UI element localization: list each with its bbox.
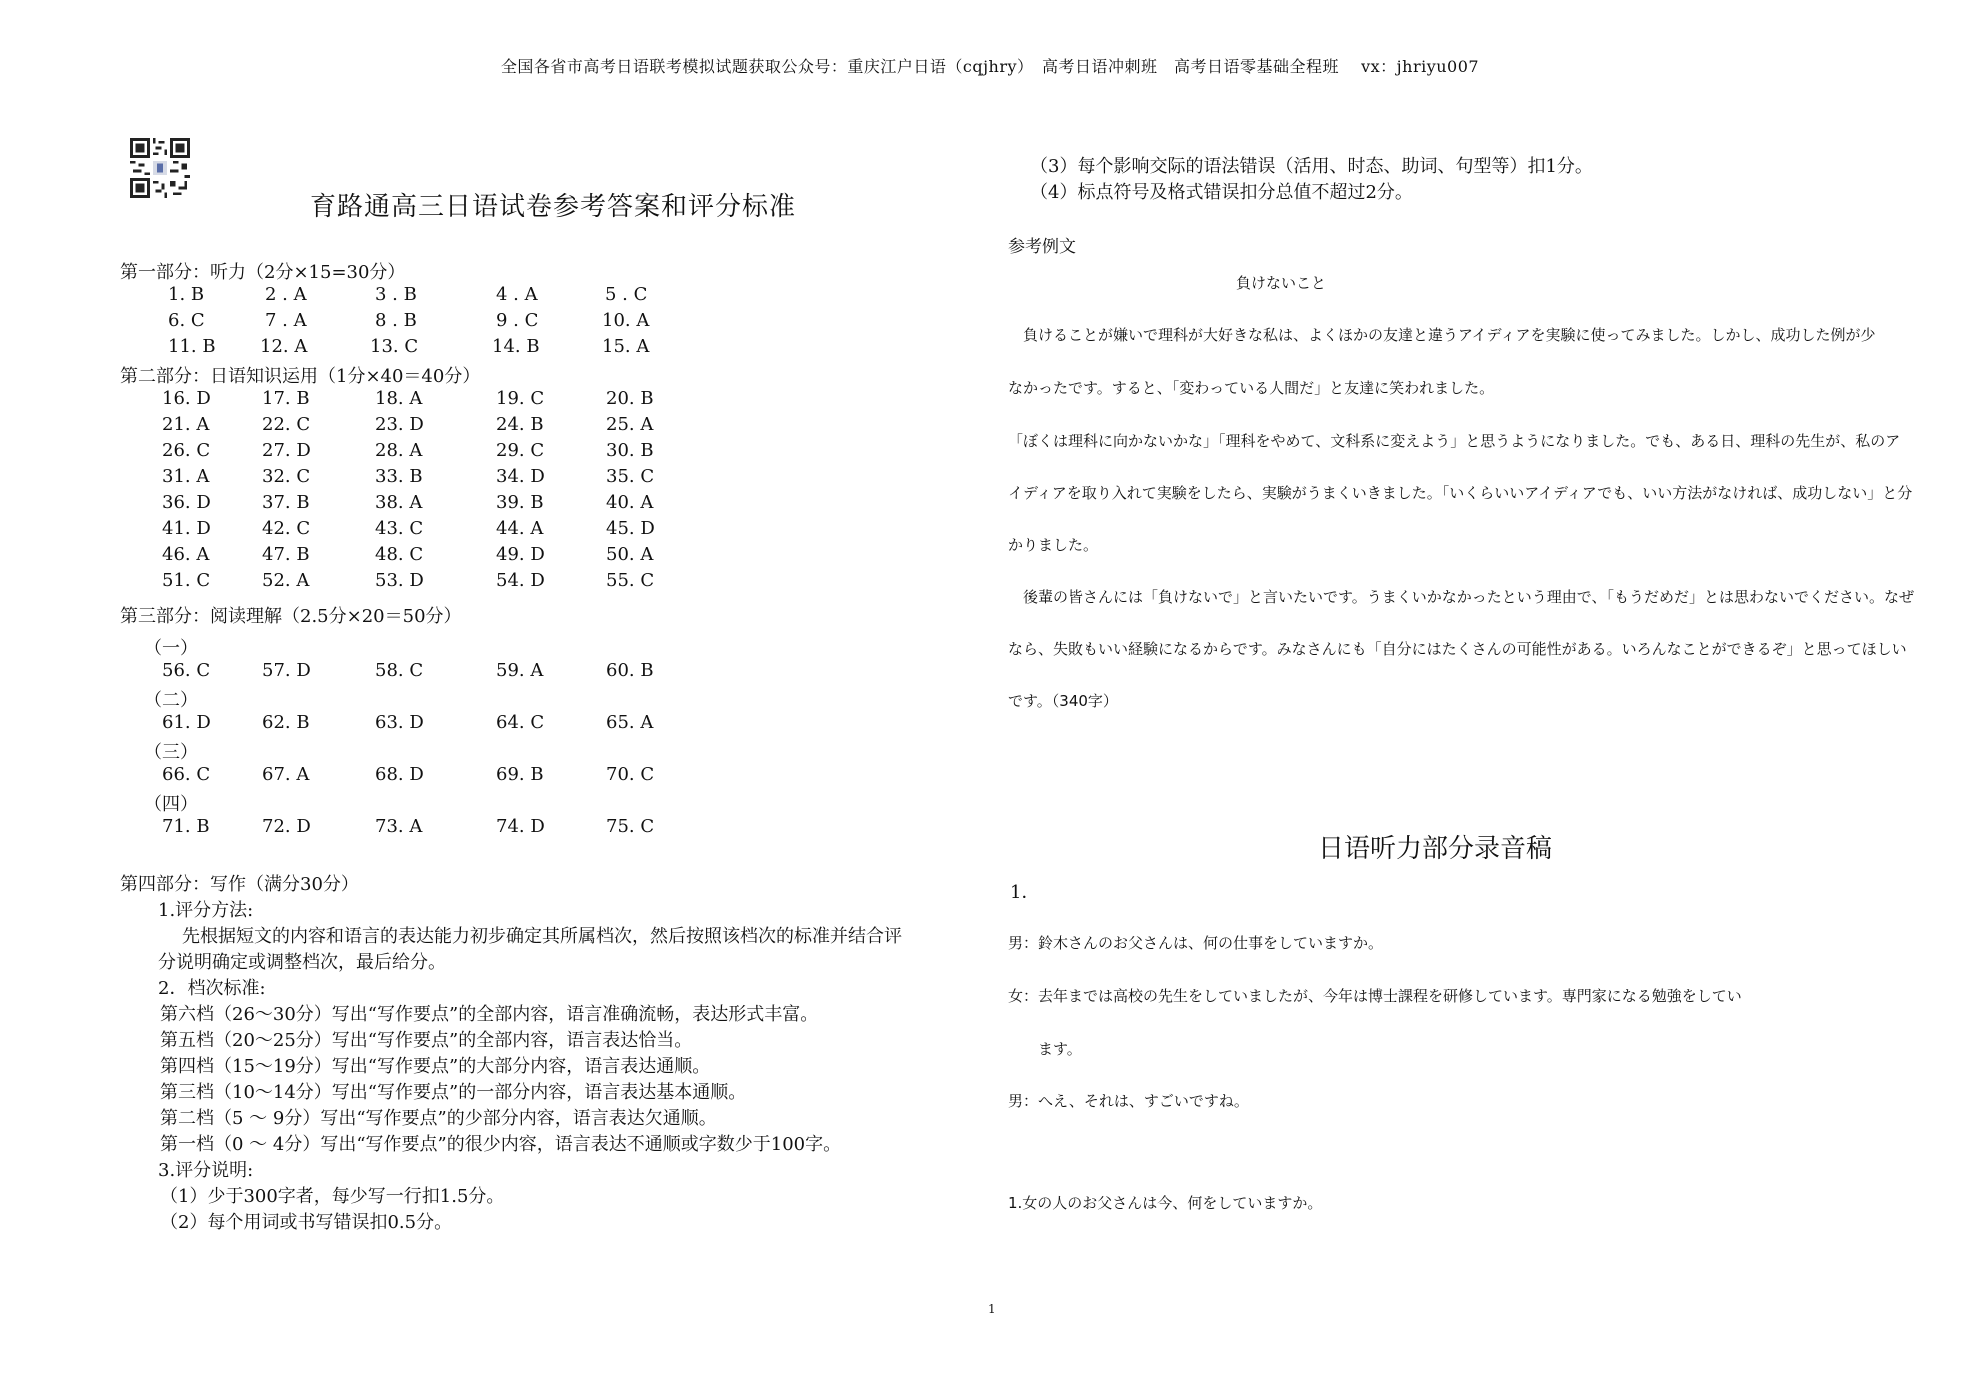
- answer-item: 74. D: [496, 816, 545, 837]
- answer-item: 62. B: [262, 712, 310, 733]
- answer-item: 52. A: [262, 570, 310, 591]
- answer-row: [0, 712, 900, 738]
- answer-item: 40. A: [606, 492, 654, 513]
- answer-item: 15. A: [602, 336, 650, 357]
- qr-code-icon: [130, 138, 190, 198]
- answer-item: 24. B: [496, 414, 544, 435]
- answer-row: [0, 660, 900, 686]
- answer-item: 17. B: [262, 388, 310, 409]
- answer-item: 57. D: [262, 660, 311, 681]
- answer-item: 69. B: [496, 764, 544, 785]
- method-text-line2: 分说明确定或调整档次，最后给分。: [158, 952, 446, 973]
- notes-label: 3.评分说明:: [158, 1160, 254, 1181]
- answer-item: 22. C: [262, 414, 311, 435]
- answer-item: 56. C: [162, 660, 211, 681]
- answer-item: 10. A: [602, 310, 650, 331]
- answer-item: 2 . A: [265, 284, 307, 305]
- essay-line: なかったです。すると、「変わっている人間だ」と友達に笑われました。: [1008, 379, 1495, 397]
- answer-item: 48. C: [375, 544, 424, 565]
- answer-item: 72. D: [262, 816, 311, 837]
- sample-essay-label: 参考例文: [1008, 237, 1076, 257]
- answer-item: 41. D: [162, 518, 211, 539]
- answer-item: 6. C: [168, 310, 205, 331]
- answer-item: 47. B: [262, 544, 310, 565]
- group-label: （四）: [144, 794, 198, 815]
- group-label: （一）: [144, 638, 198, 659]
- answer-item: 43. C: [375, 518, 424, 539]
- answer-item: 3 . B: [375, 284, 417, 305]
- level-item: 第五档（20～25分）写出“写作要点”的全部内容，语言表达恰当。: [160, 1030, 693, 1051]
- answer-item: 65. A: [606, 712, 654, 733]
- essay-line: なら、失敗もいい経験になるからです。みなさんにも「自分にはたくさんの可能性がある。いろんなことができるぞ」と思ってほしい: [1008, 640, 1907, 658]
- level-item: 第四档（15～19分）写出“写作要点”的大部分内容，语言表达通顺。: [160, 1056, 711, 1077]
- essay-line: 後輩の皆さんには「負けないで」と言いたいです。うまくいかなかったという理由で、「もうだめだ」とは思わないでください。なぜ: [1008, 588, 1915, 606]
- answer-item: 13. C: [370, 336, 419, 357]
- answer-item: 30. B: [606, 440, 654, 461]
- answer-item: 33. B: [375, 466, 423, 487]
- answer-row: [0, 388, 900, 414]
- answer-item: 54. D: [496, 570, 545, 591]
- answer-item: 66. C: [162, 764, 211, 785]
- level-item: 第一档（0 ～ 4分）写出“写作要点”的很少内容，语言表达不通顺或字数少于100字。: [160, 1134, 842, 1155]
- method-text-line1: 先根据短文的内容和语言的表达能力初步确定其所属档次，然后按照该档次的标准并结合评: [182, 926, 902, 947]
- answer-item: 34. D: [496, 466, 545, 487]
- answer-item: 7 . A: [265, 310, 307, 331]
- answer-item: 49. D: [496, 544, 545, 565]
- answer-row: [0, 570, 900, 596]
- answer-item: 23. D: [375, 414, 424, 435]
- answer-item: 37. B: [262, 492, 310, 513]
- answer-row: [0, 414, 900, 440]
- answer-item: 59. A: [496, 660, 544, 681]
- answer-item: 8 . B: [375, 310, 417, 331]
- levels-label: 2．档次标准:: [158, 978, 266, 999]
- answer-item: 11. B: [168, 336, 216, 357]
- header-banner: 全国各省市高考日语联考模拟试题获取公众号：重庆江户日语（cqjhry） 高考日语冲刺班 高考日语零基础全程班 vx：jhriyu007: [500, 57, 1480, 76]
- essay-line: 「ぼくは理科に向かないかな」「理科をやめて、文科系に変えよう」と思うようになりました。でも、ある日、理科の先生が、私のア: [1008, 432, 1901, 450]
- essay-line: です。（340字）: [1008, 692, 1118, 710]
- answer-item: 46. A: [162, 544, 210, 565]
- answer-item: 73. A: [375, 816, 423, 837]
- answer-item: 75. C: [606, 816, 655, 837]
- level-item: 第三档（10～14分）写出“写作要点”的一部分内容，语言表达基本通顺。: [160, 1082, 747, 1103]
- essay-line: イディアを取り入れて実験をしたら、実験がうまくいきました。「いくらいいアイディアでも、いい方法がなければ、成功しない」と分: [1008, 484, 1913, 502]
- answer-item: 51. C: [162, 570, 211, 591]
- dialogue-line: 男：へえ、それは、すごいですね。: [1008, 1092, 1249, 1110]
- dialogue-line: 男：鈴木さんのお父さんは、何の仕事をしていますか。: [1008, 934, 1384, 952]
- answer-item: 20. B: [606, 388, 654, 409]
- answer-item: 21. A: [162, 414, 210, 435]
- answer-item: 9 . C: [496, 310, 539, 331]
- answer-row: [0, 544, 900, 570]
- note-item: （3）每个影响交际的语法错误（活用、时态、助词、句型等）扣1分。: [1030, 156, 1593, 177]
- note-item: （4）标点符号及格式错误扣分总值不超过2分。: [1030, 182, 1413, 203]
- answer-item: 53. D: [375, 570, 424, 591]
- answer-item: 19. C: [496, 388, 545, 409]
- answer-item: 61. D: [162, 712, 211, 733]
- level-item: 第二档（5 ～ 9分）写出“写作要点”的少部分内容，语言表达欠通顺。: [160, 1108, 717, 1129]
- dialogue-line: ます。: [1008, 1040, 1082, 1058]
- transcript-title: 日语听力部分录音稿: [1318, 834, 1553, 864]
- answer-row: [0, 764, 900, 790]
- part2-heading: 第二部分：日语知识运用（1分×40＝40分）: [120, 366, 481, 387]
- answer-item: 5 . C: [605, 284, 648, 305]
- essay-line: かりました。: [1008, 536, 1099, 554]
- answer-item: 71. B: [162, 816, 210, 837]
- answer-item: 28. A: [375, 440, 423, 461]
- group-label: （二）: [144, 690, 198, 711]
- answer-item: 39. B: [496, 492, 544, 513]
- sample-essay-title: 負けないこと: [1236, 274, 1327, 292]
- answer-item: 36. D: [162, 492, 211, 513]
- answer-row: [0, 492, 900, 518]
- answer-item: 42. C: [262, 518, 311, 539]
- document-title: 育路通高三日语试卷参考答案和评分标准: [310, 192, 797, 222]
- method-label: 1.评分方法:: [158, 900, 254, 921]
- answer-item: 14. B: [492, 336, 540, 357]
- answer-item: 58. C: [375, 660, 424, 681]
- answer-item: 50. A: [606, 544, 654, 565]
- answer-item: 68. D: [375, 764, 424, 785]
- group-label: （三）: [144, 742, 198, 763]
- answer-item: 67. A: [262, 764, 310, 785]
- answer-row: [0, 440, 900, 466]
- answer-item: 12. A: [260, 336, 308, 357]
- page-number: 1: [988, 1302, 996, 1316]
- part3-heading: 第三部分：阅读理解（2.5分×20＝50分）: [120, 606, 462, 627]
- answer-item: 16. D: [162, 388, 211, 409]
- answer-row: [0, 466, 900, 492]
- answer-item: 1. B: [168, 284, 205, 305]
- answer-item: 70. C: [606, 764, 655, 785]
- answer-item: 18. A: [375, 388, 423, 409]
- transcript-question: 1.女の人のお父さんは今、何をしていますか。: [1008, 1194, 1323, 1212]
- answer-item: 45. D: [606, 518, 655, 539]
- note-item: （2）每个用词或书写错误扣0.5分。: [160, 1212, 453, 1233]
- answer-item: 64. C: [496, 712, 545, 733]
- answer-item: 44. A: [496, 518, 544, 539]
- answer-item: 63. D: [375, 712, 424, 733]
- answer-row: [0, 310, 900, 336]
- level-item: 第六档（26～30分）写出“写作要点”的全部内容，语言准确流畅，表达形式丰富。: [160, 1004, 819, 1025]
- answer-item: 4 . A: [496, 284, 538, 305]
- answer-item: 31. A: [162, 466, 210, 487]
- answer-item: 35. C: [606, 466, 655, 487]
- answer-item: 60. B: [606, 660, 654, 681]
- part1-heading: 第一部分：听力（2分×15=30分）: [120, 262, 406, 283]
- answer-item: 29. C: [496, 440, 545, 461]
- dialogue-line: 女：去年までは高校の先生をしていましたが、今年は博士課程を研修しています。専門家になる勉強をしてい: [1008, 987, 1742, 1005]
- transcript-item-number: 1．: [1010, 882, 1040, 903]
- answer-row: [0, 816, 900, 842]
- answer-row: [0, 336, 900, 362]
- answer-item: 26. C: [162, 440, 211, 461]
- answer-item: 25. A: [606, 414, 654, 435]
- note-item: （1）少于300字者，每少写一行扣1.5分。: [160, 1186, 505, 1207]
- answer-item: 27. D: [262, 440, 311, 461]
- answer-item: 55. C: [606, 570, 655, 591]
- answer-item: 32. C: [262, 466, 311, 487]
- answer-row: [0, 518, 900, 544]
- essay-line: 負けることが嫌いで理科が大好きな私は、よくほかの友達と違うアイディアを実験に使ってみました。しかし、成功した例が少: [1008, 326, 1876, 344]
- answer-row: [0, 284, 900, 310]
- answer-item: 38. A: [375, 492, 423, 513]
- part4-heading: 第四部分：写作（满分30分）: [120, 874, 359, 895]
